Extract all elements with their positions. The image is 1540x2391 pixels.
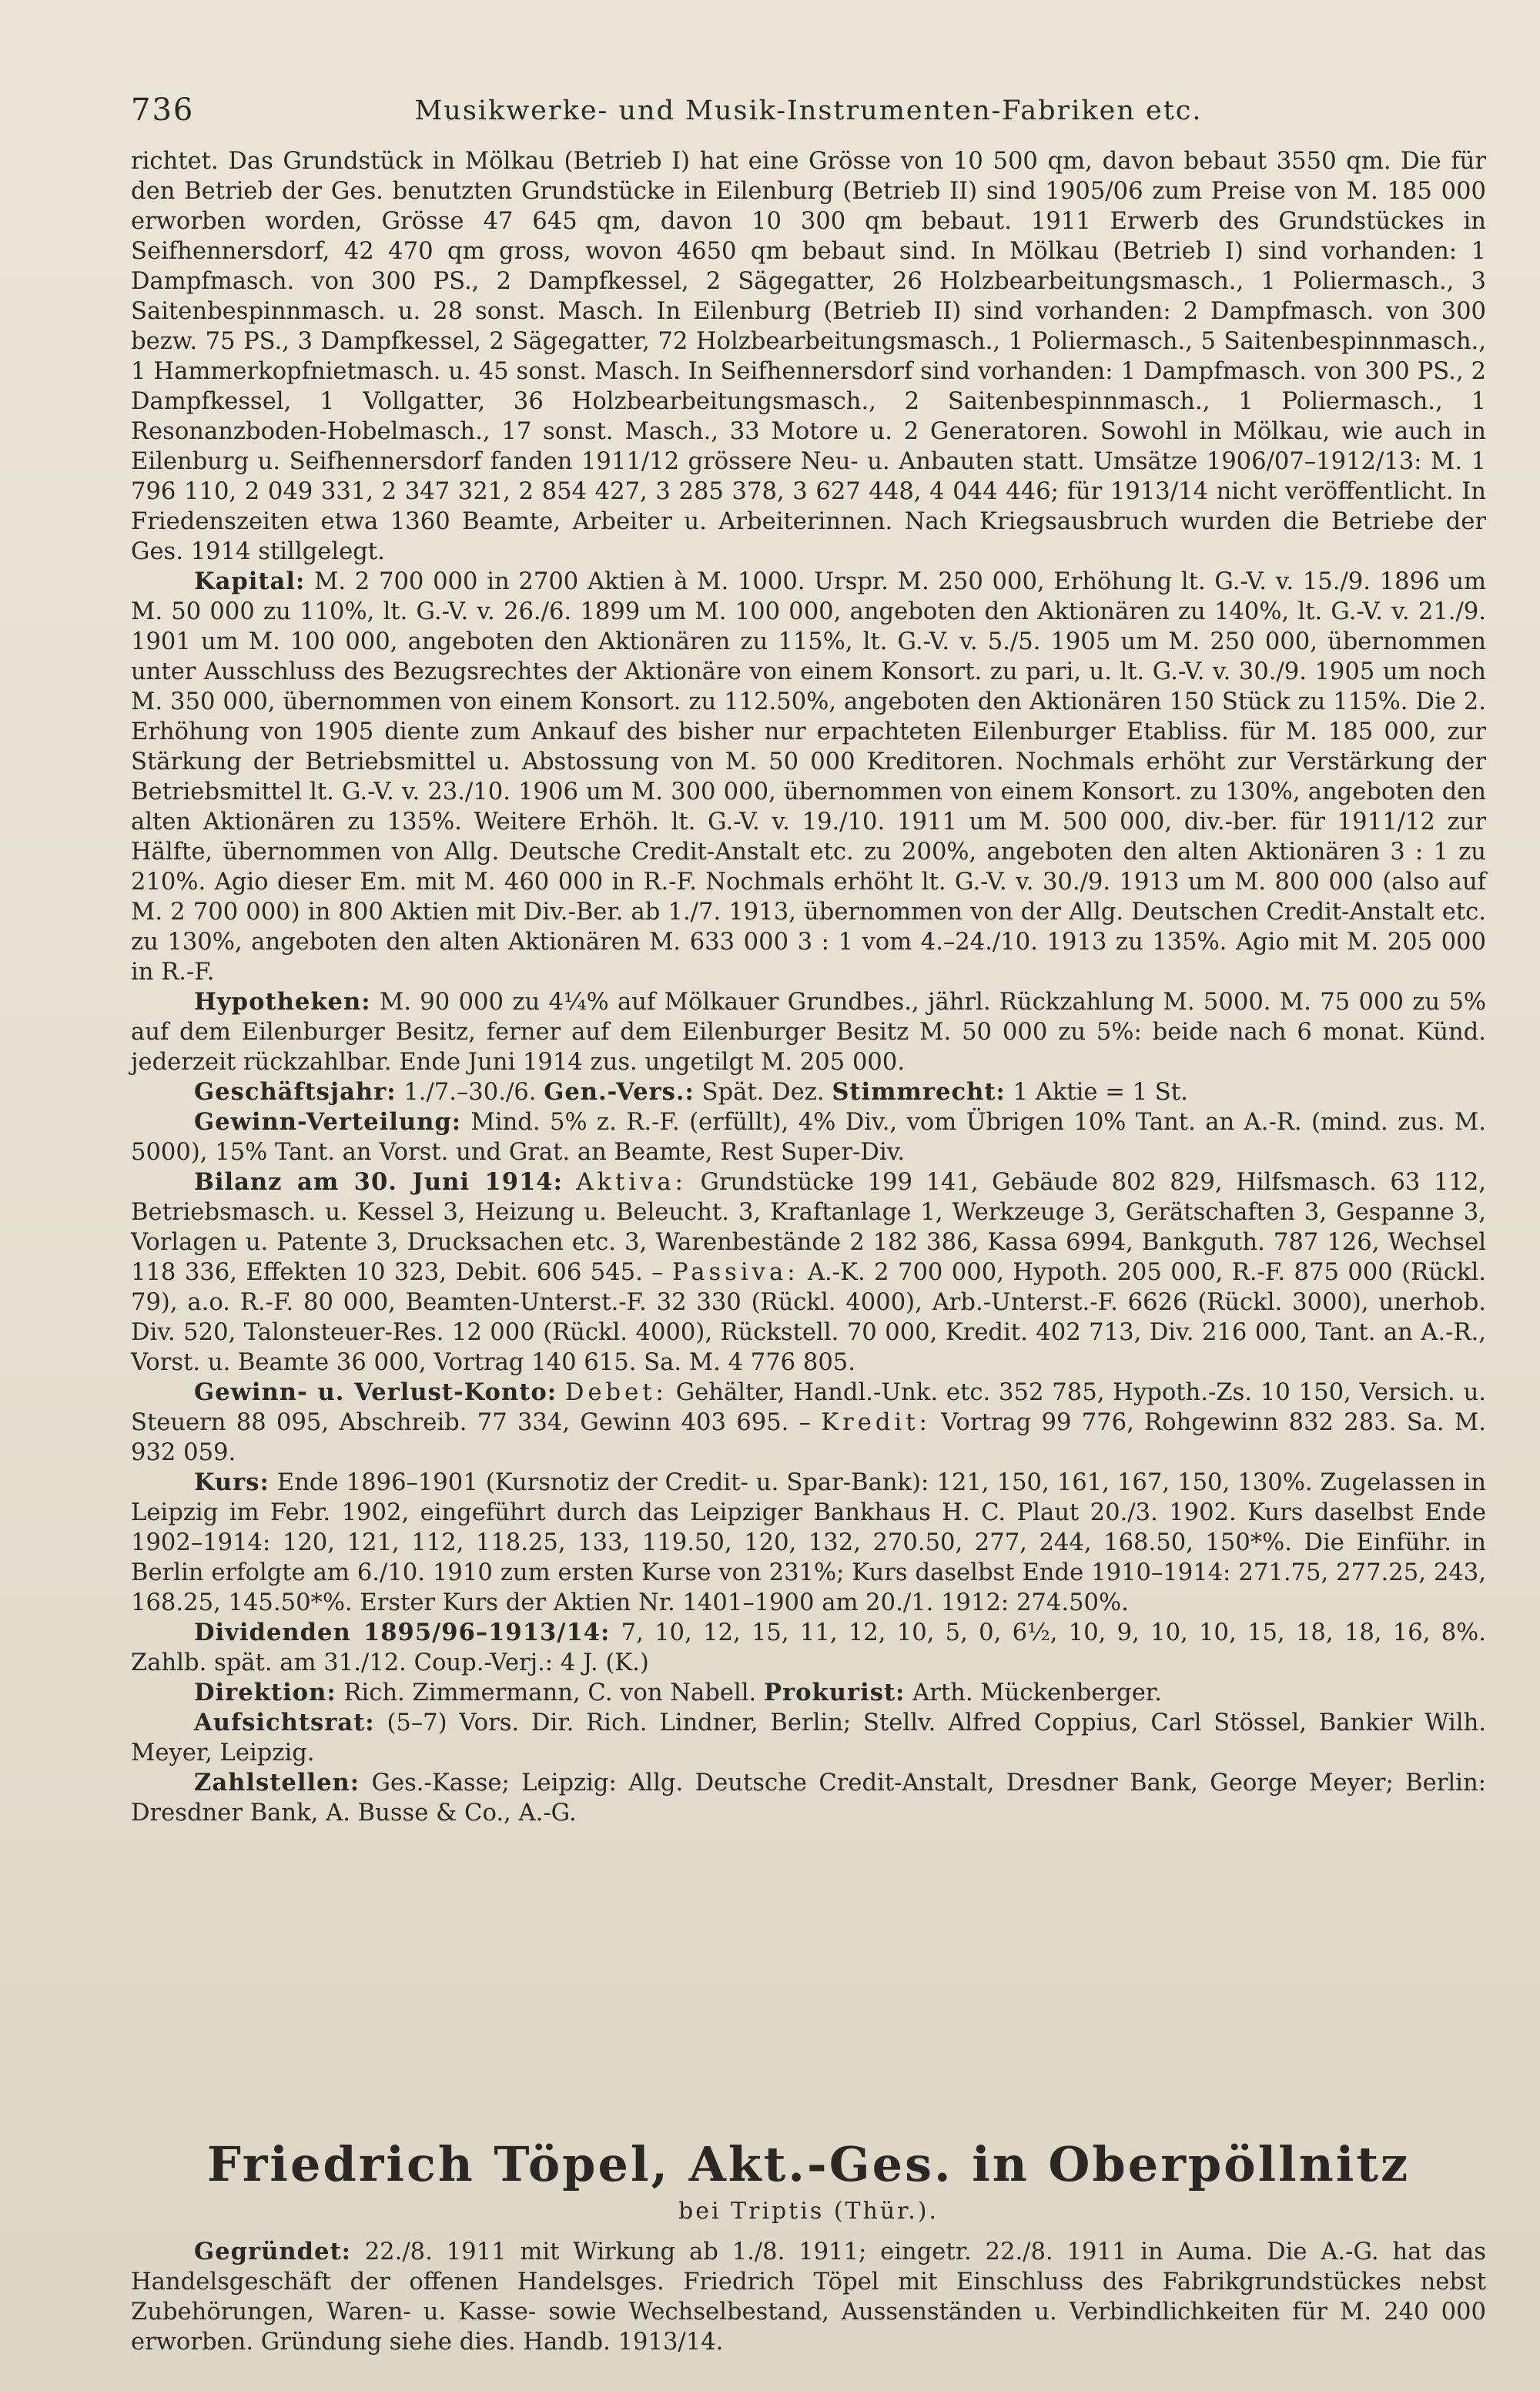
kredit-label: Kredit: [821,1409,931,1436]
geschaeftsjahr-paragraph [131,1077,1486,1107]
dividenden-label: Dividenden 1895/96–1913/14: [194,1619,611,1646]
genvers-label: Gen.-Vers.: [544,1078,695,1106]
prokurist-text: Arth. Mückenberger. [912,1679,1162,1706]
kapital-label: Kapital: [194,568,306,595]
gewinnverteilung-text: Mind. 5% z. R.-F. (erfüllt), 4% Div., vom Übrigen 10% Tant. an A.-R. (mind. zus. M. 5000), 15% Tant. an Vorst. und Grat. an Beamte, Rest Super-Div. [131,1109,1486,1166]
aufsichtsrat-label: Aufsichtsrat: [194,1709,375,1736]
kurs-paragraph [131,1468,1486,1618]
zahlstellen-paragraph [131,1768,1486,1828]
direktion-paragraph [131,1678,1486,1708]
hypotheken-label: Hypotheken: [194,988,371,1016]
gewinnverteilung-paragraph [131,1107,1486,1167]
gegruendet-label: Gegründet: [194,2238,351,2265]
second-entry-body [131,2237,1486,2357]
kapital-text: M. 2 700 000 in 2700 Aktien à M. 1000. Urspr. M. 250 000, Erhöhung lt. G.-V. v. 15./9. 1896 um M. 50 000 zu 110%, lt. G.-V. v. 26./6. 1899 um M. 100 000, angeboten den Aktionären zu 140%, lt. G.-V. v. 21./9. 1901 um M. 100 000, angeboten den Aktionären zu 115%, lt. G.-V. v. 5./5. 1905 um M. 250 000, übernommen unter Ausschluss des Bezugsrechtes der Aktionäre von einem Konsort. zu pari, u. lt. G.-V. v. 30./9. 1905 um noch M. 350 000, übernommen von einem Konsort. zu 112.50%, angeboten den Aktionären 150 Stück zu 115%. Die 2. Erhöhung von 1905 diente zum Ankauf des bisher nur erpachteten Eilenburger Etabliss. für M. 185 000, zur Stärkung der Betriebsmittel u. Abstossung von M. 50 000 Kreditoren. Nochmals erhöht zur Verstärkung der Betriebsmittel lt. G.-V. v. 23./10. 1906 um M. 300 000, übernommen von einem Konsort. zu 130%, angeboten den alten Aktionären zu 135%. Weitere Erhöh. lt. G.-V. v. 19./10. 1911 um M. 500 000, div.-ber. für 1911/12 zur Hälfte, übernommen von Allg. Deutsche Credit-Anstalt etc. zu 200%, angeboten den alten Aktionären 3 : 1 zu 210%. Agio dieser Em. mit M. 460 000 in R.-F. Nochmals erhöht lt. G.-V. v. 30./9. 1913 um M. 800 000 (also auf M. 2 700 000) in 800 Aktien mit Div.-Ber. ab 1./7. 1913, übernommen von der Allg. Deutschen Credit-Anstalt etc. zu 130%, angeboten den alten Aktionären M. 633 000 3 : 1 vom 4.–24./10. 1913 zu 135%. Agio mit M. 205 000 in R.-F. [131,568,1486,986]
running-title: Musikwerke- und Musik-Instrumenten-Fabriken etc. [414,95,1203,126]
passiva-label: Passiva: [672,1259,799,1286]
guv-paragraph [131,1378,1486,1468]
page-number: 736 [131,92,195,128]
passiva-text: A.-K. 2 700 000, Hypoth. 205 000, R.-F. 875 000 (Rückl. 79), a.o. R.-F. 80 000, Beamten-Unterst.-F. 32 330 (Rückl. 4000), Arb.-Unterst.-F. 6626 (Rückl. 3000), unerhob. Div. 520, Talonsteuer-Res. 12 000 (Rückl. 4000), Rückstell. 70 000, Kredit. 402 713, Div. 216 000, Tant. an A.-R., Vorst. u. Beamte 36 000, Vortrag 140 615. Sa. M. 4 776 805. [131,1259,1487,1376]
entry-body [131,146,1486,1828]
stimmrecht-text: 1 Aktie = 1 St. [1013,1079,1188,1106]
stimmrecht-label: Stimmrecht: [832,1078,1006,1106]
gegruendet-paragraph [131,2237,1486,2357]
prokurist-label: Prokurist: [764,1679,906,1706]
zahlstellen-text: Ges.-Kasse; Leipzig: Allg. Deutsche Credit-Anstalt, Dresdner Bank, George Meyer; Berlin: Dresdner Bank, A. Busse & Co., A.-G. [131,1770,1486,1827]
gewinnverteilung-label: Gewinn-Verteilung: [194,1108,462,1136]
aufsichtsrat-text: (5–7) Vors. Dir. Rich. Lindner, Berlin; Stellv. Alfred Coppius, Carl Stössel, Bankier Wilh. Meyer, Leipzig. [131,1710,1486,1766]
company-location: bei Triptis (Thür.). [678,2198,939,2225]
debet-label: Debet: [564,1379,668,1406]
aufsichtsrat-paragraph [131,1708,1486,1768]
kurs-label: Kurs: [194,1468,270,1496]
hypotheken-text: M. 90 000 zu 4¼% auf Mölkauer Grundbes., jährl. Rückzahlung M. 5000. M. 75 000 zu 5% auf dem Eilenburger Besitz, ferner auf dem Eilenburger Besitz M. 50 000 zu 5%: beide nach 6 monat. Künd. jederzeit rückzahlbar. Ende Juni 1914 zus. ungetilgt M. 205 000. [131,989,1486,1076]
kurs-text: Ende 1896–1901 (Kursnotiz der Credit- u. Spar-Bank): 121, 150, 161, 167, 150, 130%. Zugelassen in Leipzig im Febr. 1902, eingeführt durch das Leipziger Bankhaus H. C. Plaut 20./3. 1902. Kurs daselbst Ende 1902–1914: 120, 121, 112, 118.25, 133, 119.50, 120, 132, 270.50, 277, 244, 168.50, 150*%. Die Einführ. in Berlin erfolgte am 6./10. 1910 zum ersten Kurse von 231%; Kurs daselbst Ende 1910–1914: 271.75, 277.25, 243, 168.25, 145.50*%. Erster Kurs der Aktien Nr. 1401–1900 am 20./1. 1912: 274.50%. [131,1469,1486,1616]
bilanz-label: Bilanz am 30. Juni 1914: [194,1168,563,1196]
dividenden-text: 7, 10, 12, 15, 11, 12, 10, 5, 0, 6½, 10, 9, 10, 10, 15, 18, 18, 16, 8%. Zahlb. spät. am 31./12. Coup.-Verj.: 4 J. (K.) [131,1619,1486,1676]
geschaeftsjahr-label: Geschäftsjahr: [194,1078,397,1106]
aktiva-text: Grundstücke 199 141, Gebäude 802 829, Hilfsmasch. 63 112, Betriebsmasch. u. Kessel 3, Heizung u. Beleucht. 3, Kraftanlage 1, Werkzeuge 3, Gerätschaften 3, Gespanne 3, Vorlagen u. Patente 3, Drucksachen etc. 3, Warenbestände 2 182 386, Kassa 6994, Bankguth. 787 126, Wechsel 118 336, Effekten 10 323, Debit. 606 545. – [131,1169,1487,1286]
genvers-text: Spät. Dez. [701,1079,825,1106]
hypotheken-paragraph [131,987,1486,1077]
kredit-text: Vortrag 99 776, Rohgewinn 832 283. Sa. M. 932 059. [131,1409,1486,1466]
guv-label: Gewinn- u. Verlust-Konto: [194,1378,557,1406]
direktion-label: Direktion: [194,1679,336,1706]
geschaeftsjahr-text: 1./7.–30./6. [403,1079,537,1106]
kapital-paragraph [131,567,1486,987]
zahlstellen-label: Zahlstellen: [194,1769,360,1797]
bilanz-paragraph [131,1167,1486,1378]
intro-paragraph: richtet. Das Grundstück in Mölkau (Betrieb I) hat eine Grösse von 10 500 qm, davon bebaut 3550 qm. Die für den Betrieb der Ges. benutzten Grundstücke in Eilenburg (Betrieb II) sind 1905/06 zum Preise von M. 185 000 erworben worden, Grösse 47 645 qm, davon 10 300 qm bebaut. 1911 Erwerb des Grundstückes in Seifhennersdorf, 42 470 qm gross, wovon 4650 qm bebaut sind. In Mölkau (Betrieb I) sind vorhanden: 1 Dampfmasch. von 300 PS., 2 Dampfkessel, 2 Sägegatter, 26 Holzbearbeitungsmasch., 1 Poliermasch., 3 Saitenbespinnmasch. u. 28 sonst. Masch. In Eilenburg (Betrieb II) sind vorhanden: 2 Dampfmasch. von 300 bezw. 75 PS., 3 Dampfkessel, 2 Sägegatter, 72 Holzbearbeitungsmasch., 1 Poliermasch., 5 Saitenbespinnmasch., 1 Hammerkopfnietmasch. u. 45 sonst. Masch. In Seifhennersdorf sind vorhanden: 1 Dampfmasch. von 300 PS., 2 Dampfkessel, 1 Vollgatter, 36 Holzbearbeitungsmasch., 2 Saitenbespinnmasch., 1 Poliermasch., 1 Resonanzboden-Hobelmasch., 17 sonst. Masch., 33 Motore u. 2 Generatoren. Sowohl in Mölkau, wie auch in Eilenburg u. Seifhennersdorf fanden 1911/12 grössere Neu- u. Anbauten statt. Umsätze 1906/07–1912/13: M. 1 796 110, 2 049 331, 2 347 321, 2 854 427, 3 285 378, 3 627 448, 4 044 446; für 1913/14 nicht veröffentlicht. In Friedenszeiten etwa 1360 Beamte, Arbeiter u. Arbeiterinnen. Nach Kriegsausbruch wurden die Betriebe der Ges. 1914 stillgelegt. [131,148,1486,565]
page-header [131,92,1486,139]
aktiva-label: Aktiva: [576,1169,687,1196]
direktion-text: Rich. Zimmermann, C. von Nabell. [343,1679,757,1706]
debet-text: Gehälter, Handl.-Unk. etc. 352 785, Hypoth.-Zs. 10 150, Versich. u. Steuern 88 095, Abschreib. 77 334, Gewinn 403 695. – [131,1379,1486,1436]
gegruendet-text: 22./8. 1911 mit Wirkung ab 1./8. 1911; eingetr. 22./8. 1911 in Auma. Die A.-G. hat das Handelsgeschäft der offenen Handelsges. Friedrich Töpel mit Einschluss des Fabrikgrundstückes nebst Zubehörungen, Waren- u. Kasse- sowie Wechselbestand, Aussenständen u. Verbindlichkeiten für M. 240 000 erworben. Gründung siehe dies. Handb. 1913/14. [131,2239,1486,2356]
company-title: Friedrich Töpel, Akt.-Ges. in Oberpöllnitz [206,2136,1411,2192]
dividenden-paragraph [131,1618,1486,1678]
